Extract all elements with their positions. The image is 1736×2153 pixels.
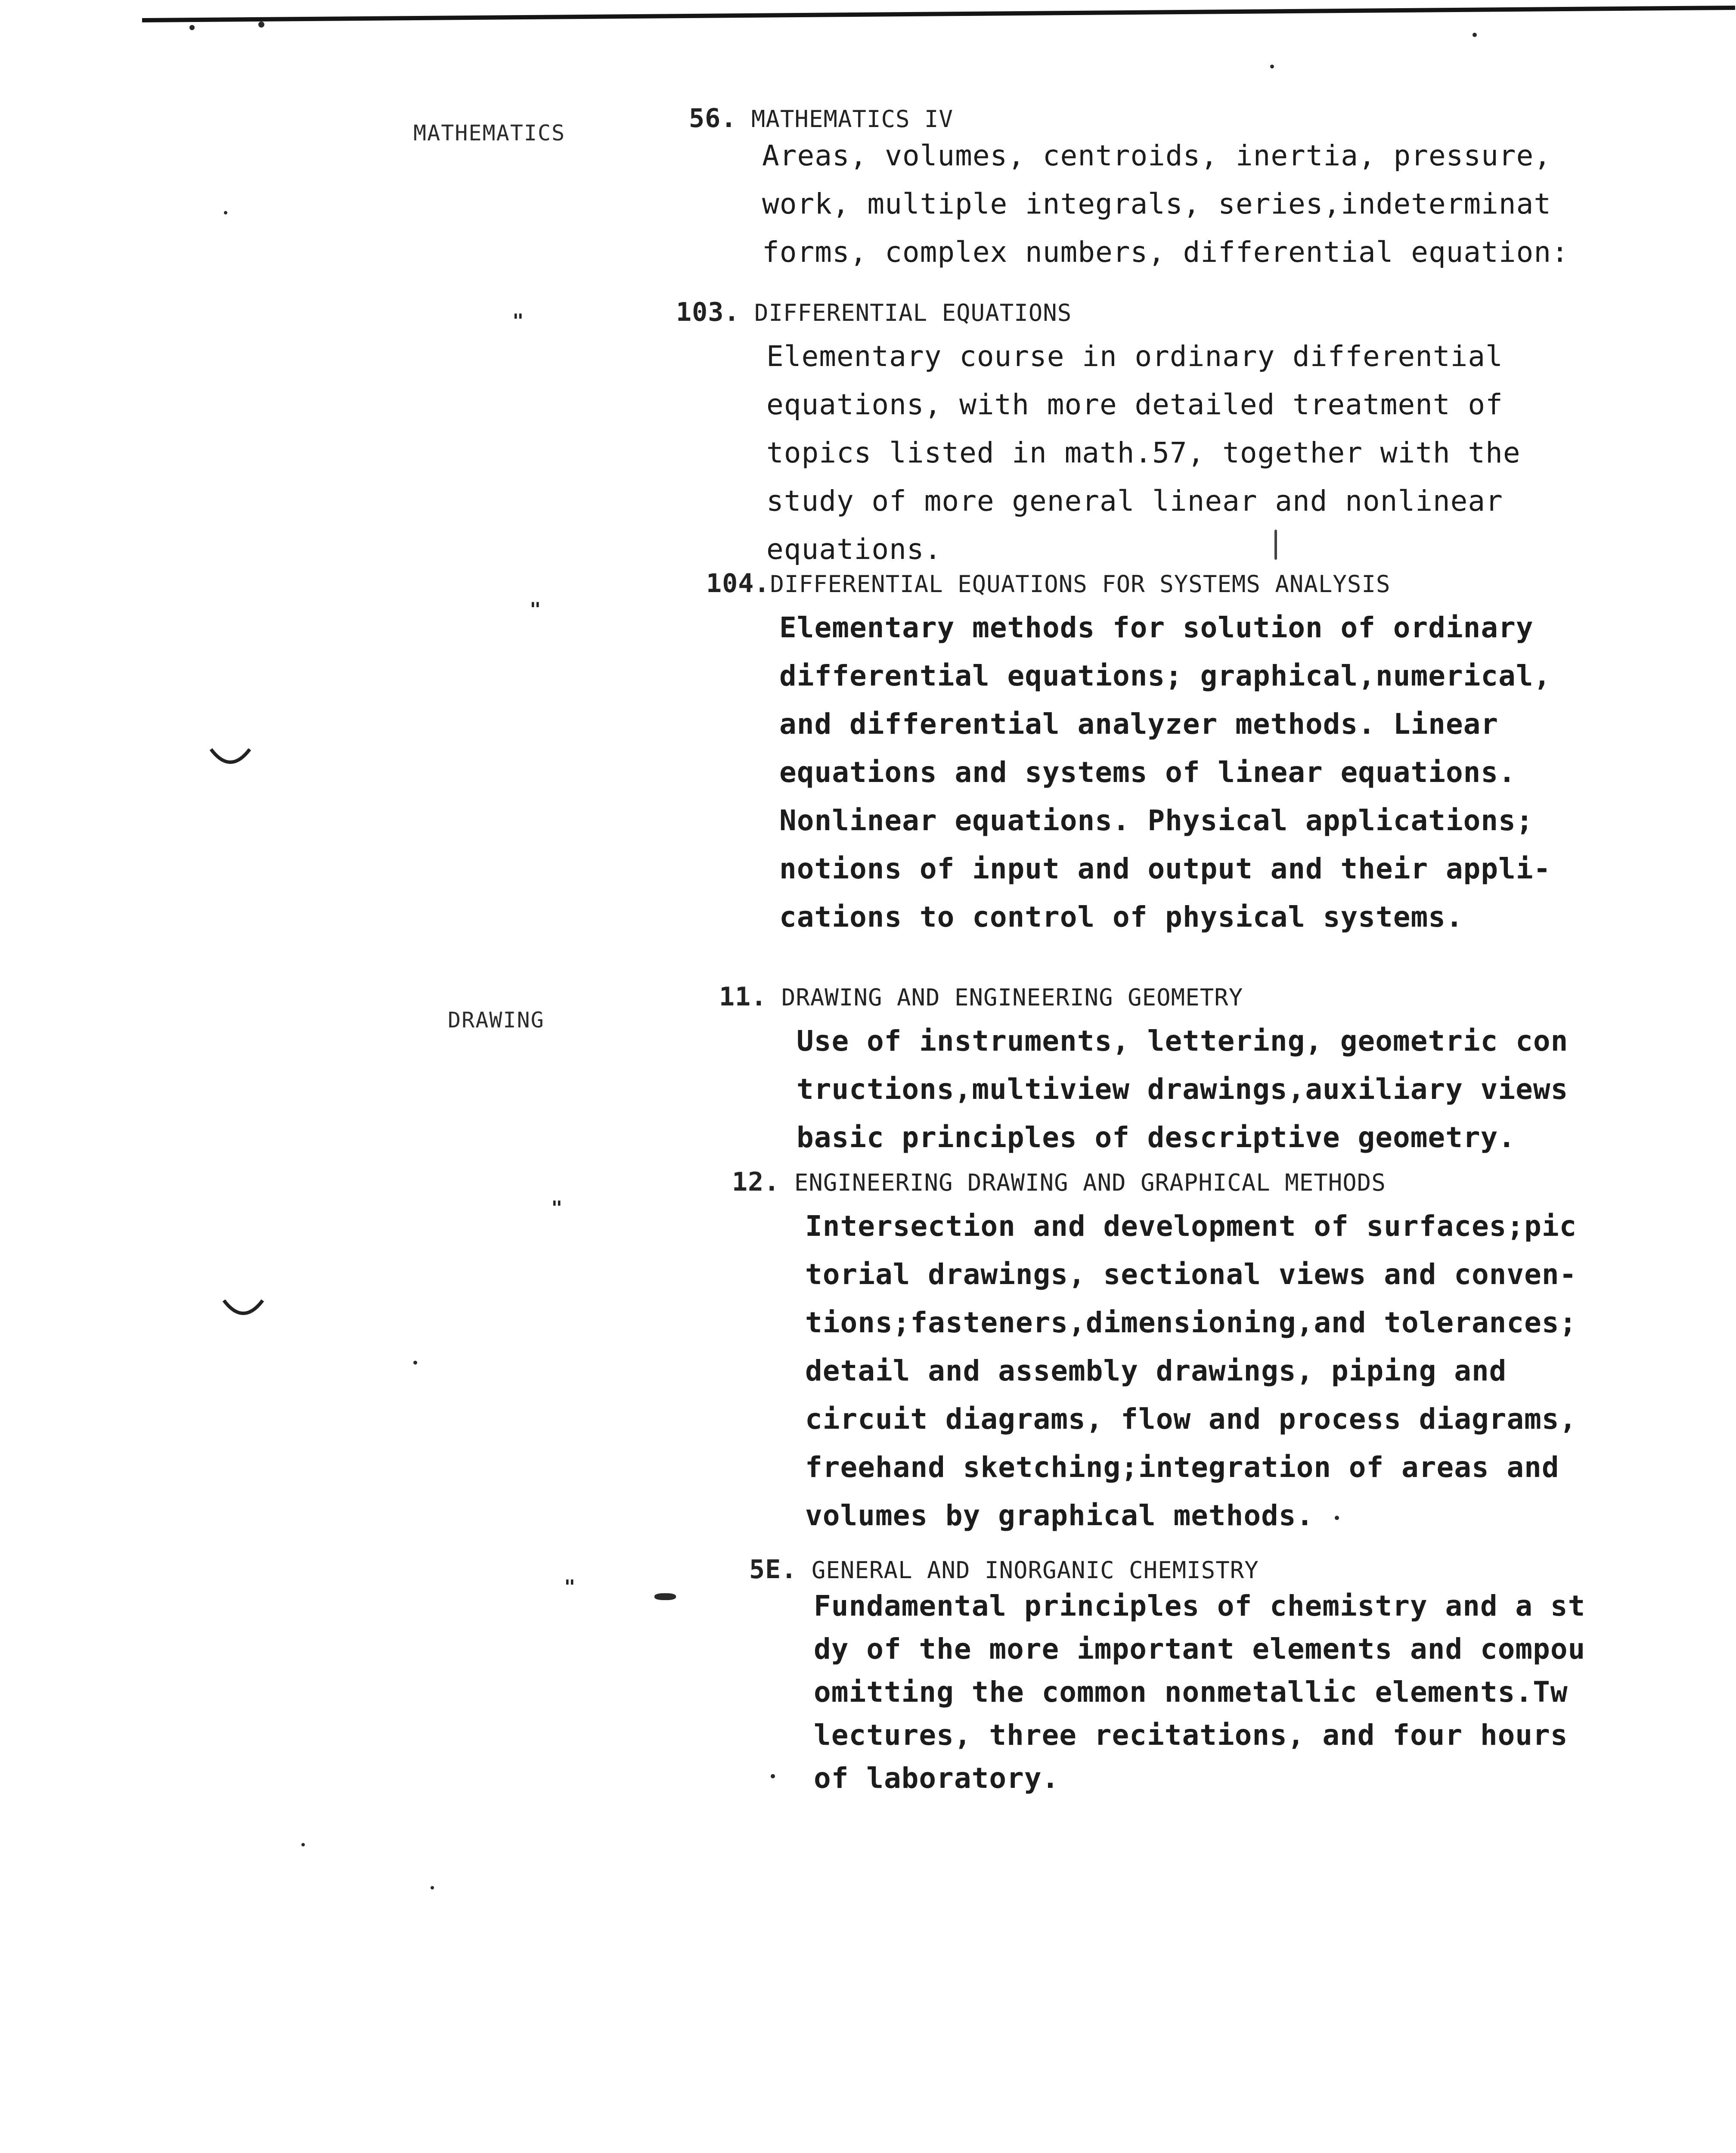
course-entry <box>706 568 1696 941</box>
description-line: cations to control of physical systems. <box>779 900 1463 934</box>
description-line: study of more general linear and nonlinear <box>766 484 1503 518</box>
course-number: 12. <box>732 1167 780 1197</box>
scan-speck <box>301 1843 305 1846</box>
top-rule <box>142 6 1735 22</box>
description-line: tructions,multiview drawings,auxiliary views <box>797 1073 1569 1106</box>
description-line: dy of the more important elements and compou <box>814 1632 1586 1666</box>
description-line: differential equations; graphical,numerical, <box>779 659 1551 692</box>
description-line: of laboratory. <box>814 1762 1060 1795</box>
description-line: equations, with more detailed treatment of <box>766 388 1503 421</box>
description-line: detail and assembly drawings, piping and <box>805 1354 1507 1387</box>
scan-speck <box>224 211 227 214</box>
course-description <box>689 132 1679 276</box>
scan-speck <box>189 25 195 30</box>
course-description <box>676 332 1666 574</box>
description-line: topics listed in math.57, together with the <box>766 436 1521 469</box>
description-line: Areas, volumes, centroids, inertia, pressure, <box>762 139 1552 172</box>
course-description <box>749 1585 1736 1800</box>
description-line: circuit diagrams, flow and process diagrams, <box>805 1402 1577 1436</box>
course-heading <box>732 1167 1722 1197</box>
description-line: freehand sketching;integration of areas and <box>805 1451 1559 1484</box>
course-heading <box>676 297 1666 327</box>
dept-label-drawing: DRAWING <box>448 1008 545 1033</box>
course-title: GENERAL AND INORGANIC CHEMISTRY <box>811 1557 1259 1584</box>
course-description <box>732 1202 1722 1540</box>
description-line: Use of instruments, lettering, geometric con <box>797 1024 1569 1058</box>
scan-speck <box>431 1886 434 1889</box>
course-entry <box>676 297 1666 574</box>
course-title: MATHEMATICS IV <box>751 105 954 133</box>
dept-label-mathematics: MATHEMATICS <box>413 121 566 146</box>
course-heading <box>706 568 1696 599</box>
course-heading <box>689 103 1679 133</box>
scan-speck <box>1270 65 1274 68</box>
description-line: notions of input and output and their appli- <box>779 852 1551 885</box>
course-number: 56. <box>689 103 737 133</box>
ditto-mark: " <box>551 1197 563 1219</box>
course-entry <box>749 1554 1736 1800</box>
course-number: 11. <box>719 982 767 1012</box>
scan-speck <box>413 1361 417 1365</box>
scan-speck <box>258 22 264 28</box>
course-heading <box>749 1554 1736 1585</box>
hole-punch-mark <box>207 741 254 771</box>
description-line: Intersection and development of surfaces;pic <box>805 1210 1577 1243</box>
description-line: volumes by graphical methods. <box>805 1499 1314 1532</box>
course-description <box>719 1017 1709 1162</box>
course-title: ENGINEERING DRAWING AND GRAPHICAL METHODS <box>794 1169 1386 1196</box>
ditto-mark: " <box>512 310 524 332</box>
course-entry <box>719 982 1709 1162</box>
description-line: equations. <box>766 533 942 566</box>
scan-speck <box>1472 33 1477 37</box>
ditto-mark: " <box>564 1576 576 1598</box>
scan-speck <box>654 1593 676 1600</box>
description-line: forms, complex numbers, differential equation: <box>762 236 1569 269</box>
description-line: Fundamental principles of chemistry and a st <box>814 1589 1586 1623</box>
course-entry <box>689 103 1679 276</box>
course-title: DRAWING AND ENGINEERING GEOMETRY <box>781 984 1243 1011</box>
course-title: DIFFERENTIAL EQUATIONS FOR SYSTEMS ANALYSIS <box>770 571 1391 598</box>
description-line: equations and systems of linear equations. <box>779 756 1516 789</box>
hole-punch-mark <box>220 1292 267 1322</box>
description-line: torial drawings, sectional views and conven- <box>805 1258 1577 1291</box>
course-entry <box>732 1167 1722 1540</box>
ditto-mark: " <box>530 599 541 620</box>
description-line: Elementary course in ordinary differential <box>766 340 1503 373</box>
description-line: Nonlinear equations. Physical applications; <box>779 804 1534 837</box>
description-line: omitting the common nonmetallic elements.Tw <box>814 1675 1568 1709</box>
course-title: DIFFERENTIAL EQUATIONS <box>754 299 1072 326</box>
course-number: 5E. <box>749 1554 797 1585</box>
course-description <box>706 604 1696 941</box>
description-line: basic principles of descriptive geometry. <box>797 1121 1516 1154</box>
description-line: tions;fasteners,dimensioning,and tolerances; <box>805 1306 1577 1339</box>
course-heading <box>719 982 1709 1012</box>
description-line: work, multiple integrals, series,indeterminat <box>762 187 1552 220</box>
description-line: and differential analyzer methods. Linear <box>779 707 1499 741</box>
course-number: 104. <box>706 568 770 599</box>
description-line: lectures, three recitations, and four hours <box>814 1719 1568 1752</box>
course-number: 103. <box>676 297 740 327</box>
description-line: Elementary methods for solution of ordinary <box>779 611 1534 644</box>
